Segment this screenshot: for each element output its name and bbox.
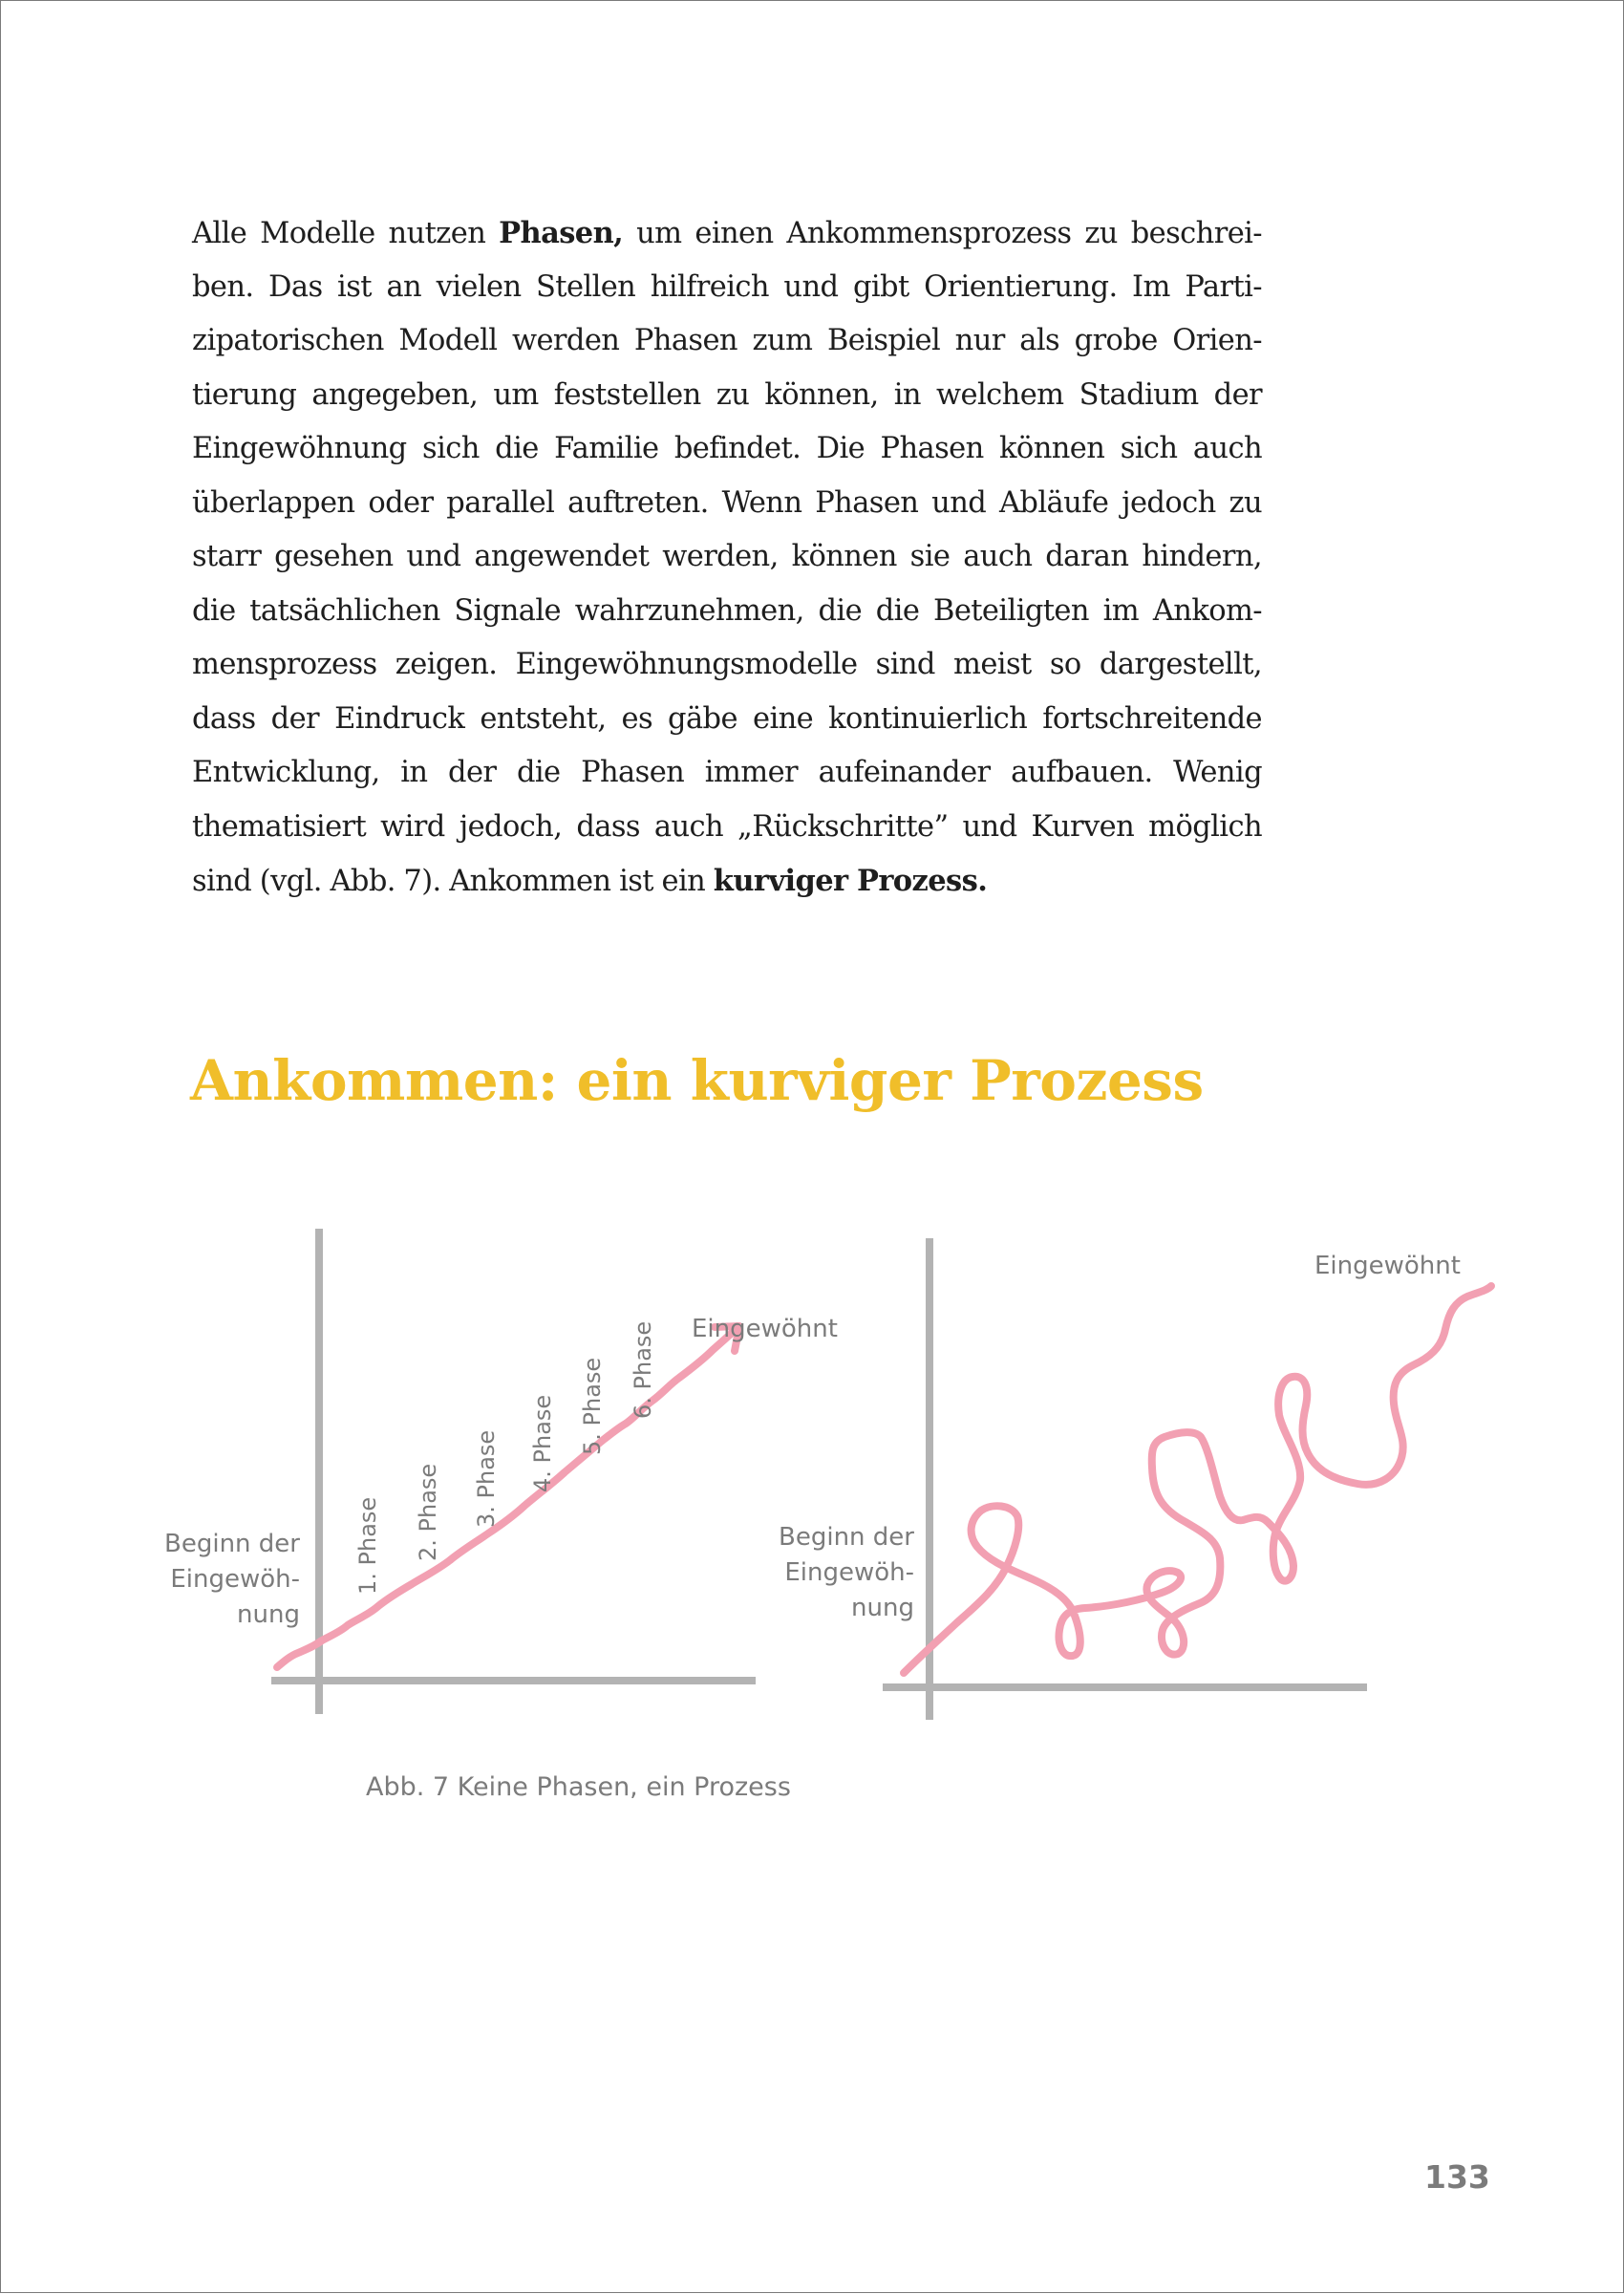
start-label-line-2: Eingewöh-	[784, 1558, 914, 1587]
start-label-line-1: Beginn der	[779, 1523, 914, 1552]
text-run: tierung angegeben, um feststellen zu können, in welchem Stadium der	[192, 377, 1262, 412]
text-run: starr gesehen und angewendet werden, können sie auch daran hindern,	[192, 540, 1262, 573]
emphasis-text: kurviger Prozess.	[713, 864, 988, 898]
text-run: Entwicklung, in der die Phasen immer aufeinander aufbauen. Wenig	[192, 756, 1262, 789]
page-number: 133	[1424, 2158, 1490, 2196]
right-chart-end-label: Eingewöhnt	[1314, 1252, 1461, 1280]
left-chart-end-label: Eingewöhnt	[692, 1315, 838, 1343]
text-line	[192, 206, 1262, 261]
right-chart-curvy-line	[904, 1286, 1491, 1673]
body-paragraph	[192, 206, 1262, 909]
text-line	[192, 693, 1262, 747]
text-run: die tatsächlichen Signale wahrzunehmen, die die Beteiligten im Ankom-	[192, 593, 1262, 628]
start-label-line-3: nung	[851, 1594, 914, 1622]
text-run: Eingewöhnung sich die Familie befindet. Die Phasen können sich auch	[192, 432, 1262, 465]
text-run: dass der Eindruck entsteht, es gäbe eine kontinuierlich fortschreitende	[192, 701, 1262, 736]
start-label-line-1: Beginn der	[164, 1530, 300, 1558]
text-run: überlappen oder parallel auftreten. Wenn Phasen und Abläufe jedoch zu	[192, 485, 1262, 520]
emphasis-text: Phasen,	[499, 216, 624, 250]
phase-label-1: 1. Phase	[354, 1496, 381, 1595]
phase-label-2: 2. Phase	[415, 1463, 441, 1561]
section-heading: Ankommen: ein kurviger Prozess	[190, 1048, 1204, 1113]
text-line	[192, 638, 1262, 693]
right-chart-axes	[883, 1238, 1367, 1720]
left-chart-linear-arrow	[277, 1326, 739, 1667]
right-chart-start-label	[725, 1520, 914, 1626]
text-line	[192, 261, 1262, 315]
text-line	[192, 314, 1262, 369]
start-label-line-2: Eingewöh-	[170, 1565, 300, 1594]
figure-caption: Abb. 7 Keine Phasen, ein Prozess	[366, 1772, 791, 1802]
text-line	[192, 369, 1262, 423]
phase-label-3: 3. Phase	[473, 1429, 500, 1528]
text-run: mensprozess zeigen. Eingewöhnungsmodelle sind meist so dargestellt,	[192, 648, 1262, 681]
text-run: um einen Ankommensprozess zu beschrei-	[623, 217, 1263, 250]
phase-label-6: 6. Phase	[630, 1320, 656, 1419]
text-line	[192, 746, 1262, 801]
text-line	[192, 422, 1262, 477]
text-line	[192, 530, 1262, 585]
left-chart-axes	[271, 1229, 756, 1714]
phase-label-4: 4. Phase	[529, 1394, 556, 1492]
start-label-line-3: nung	[237, 1600, 300, 1629]
left-chart-start-label	[116, 1527, 300, 1633]
text-line	[192, 585, 1262, 639]
text-run: Alle Modelle nutzen	[192, 217, 500, 250]
text-run: sind (vgl. Abb. 7). Ankommen ist ein	[192, 865, 714, 898]
text-run: ben. Das ist an vielen Stellen hilfreich und gibt Orientierung. Im Parti-	[192, 269, 1262, 304]
text-run: thematisiert wird jedoch, dass auch „Rückschritte” und Kurven möglich	[192, 809, 1262, 844]
text-line	[192, 854, 1262, 909]
phase-label-5: 5. Phase	[579, 1357, 606, 1455]
text-line	[192, 477, 1262, 531]
text-line	[192, 801, 1262, 855]
text-run: zipatorischen Modell werden Phasen zum Beispiel nur als grobe Orien-	[192, 324, 1262, 357]
